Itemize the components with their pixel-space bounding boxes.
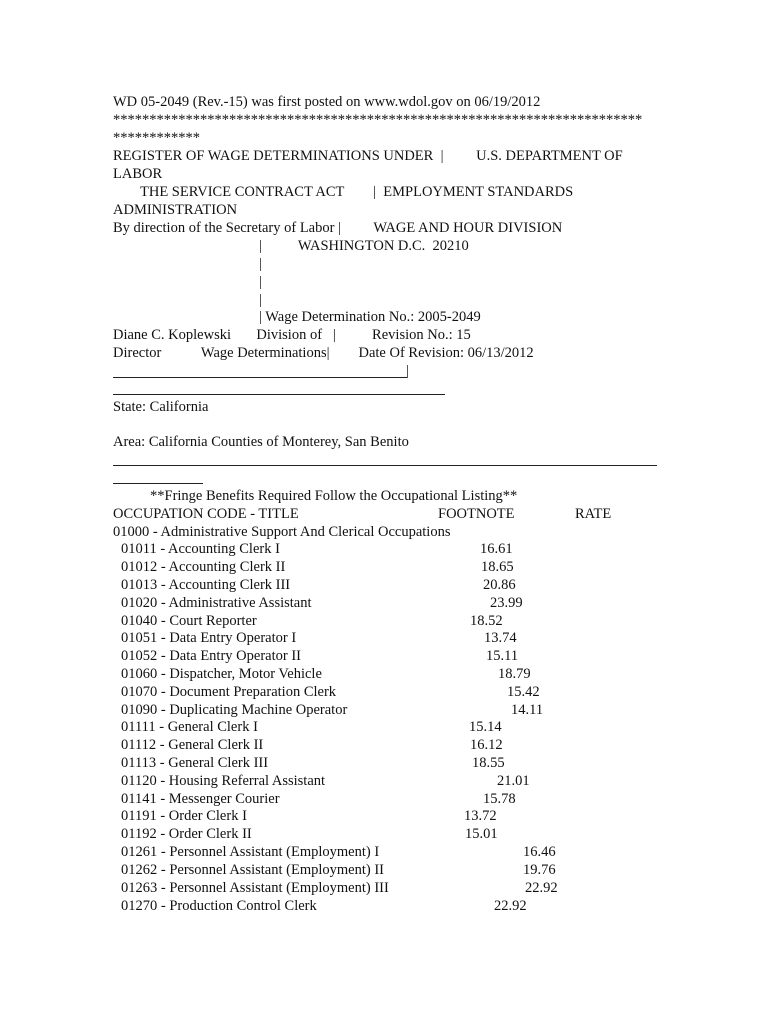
occupation-title: 01191 - Order Clerk I [121, 808, 247, 824]
occupation-rate: 15.11 [486, 648, 519, 664]
occupation-title: 01051 - Data Entry Operator I [121, 630, 297, 646]
occupation-title: 01013 - Accounting Clerk III [121, 577, 291, 593]
direction-line: By direction of the Secretary of Labor | WAGE AND HOUR DIVISION [113, 220, 563, 236]
administration-line: ADMINISTRATION [113, 202, 238, 218]
occupation-rate: 13.74 [484, 630, 517, 646]
occupation-title: 01112 - General Clerk II [121, 737, 264, 753]
occupation-rate: 14.11 [511, 702, 544, 718]
column-header-rate: RATE [575, 506, 612, 522]
occupation-rate: 15.42 [507, 684, 540, 700]
occupation-rate: 22.92 [525, 880, 558, 896]
occupation-rate: 18.55 [472, 755, 505, 771]
occupation-title: 01141 - Messenger Courier [121, 791, 280, 807]
occupation-title: 01020 - Administrative Assistant [121, 595, 312, 611]
occupation-title: 01012 - Accounting Clerk II [121, 559, 286, 575]
underline-pipe: | [406, 363, 409, 379]
pipe-separator: | [259, 292, 262, 308]
occupation-rate: 23.99 [490, 595, 523, 611]
posted-line: WD 05-2049 (Rev.-15) was first posted on www.wdol.gov on 06/19/2012 [113, 94, 541, 110]
occupation-title: 01052 - Data Entry Operator II [121, 648, 301, 664]
occupation-rate: 15.01 [465, 826, 498, 842]
occupation-title: 01261 - Personnel Assistant (Employment) I [121, 844, 380, 860]
underline-rule [113, 377, 407, 378]
column-header-footnote: FOOTNOTE [438, 506, 515, 522]
occupation-rate: 22.92 [494, 898, 527, 914]
pipe-separator: | [259, 256, 262, 272]
occupation-title: 01040 - Court Reporter [121, 613, 257, 629]
director-line: Director Wage Determinations| Date Of Revision: 06/13/2012 [113, 345, 534, 361]
occupation-title: 01070 - Document Preparation Clerk [121, 684, 337, 700]
occupation-title: 01120 - Housing Referral Assistant [121, 773, 326, 789]
asterisk-divider: ************************************************************************* [113, 112, 643, 128]
occupation-rate: 20.86 [483, 577, 516, 593]
occupation-rate: 13.72 [464, 808, 497, 824]
labor-line: LABOR [113, 166, 163, 182]
occupation-title: 01270 - Production Control Clerk [121, 898, 317, 914]
occupation-rate: 16.61 [480, 541, 513, 557]
occupation-title: 01113 - General Clerk III [121, 755, 269, 771]
occupation-group-heading: 01000 - Administrative Support And Clerical Occupations [113, 524, 451, 540]
occupation-title: 01111 - General Clerk I [121, 719, 258, 735]
divider-rule [113, 465, 657, 466]
column-header-code-title: OCCUPATION CODE - TITLE [113, 506, 299, 522]
divider-rule-short [113, 483, 203, 484]
occupation-rate: 21.01 [497, 773, 530, 789]
washington-line: | WASHINGTON D.C. 20210 [259, 238, 469, 254]
occupation-title: 01011 - Accounting Clerk I [121, 541, 280, 557]
occupation-rate: 19.76 [523, 862, 556, 878]
occupation-rate: 18.52 [470, 613, 503, 629]
underline-rule [113, 394, 445, 395]
fringe-benefits-note: **Fringe Benefits Required Follow the Occupational Listing** [150, 488, 518, 504]
register-title: REGISTER OF WAGE DETERMINATIONS UNDER | U.S. DEPARTMENT OF [113, 148, 623, 164]
occupation-rate: 15.14 [469, 719, 502, 735]
occupation-title: 01090 - Duplicating Machine Operator [121, 702, 348, 718]
occupation-title: 01192 - Order Clerk II [121, 826, 252, 842]
occupation-rate: 16.12 [470, 737, 503, 753]
pipe-separator: | [259, 274, 262, 290]
area-line: Area: California Counties of Monterey, San Benito [113, 434, 409, 450]
occupation-title: 01060 - Dispatcher, Motor Vehicle [121, 666, 322, 682]
asterisk-divider-continued: ************ [113, 130, 200, 146]
occupation-title: 01262 - Personnel Assistant (Employment) II [121, 862, 384, 878]
occupation-rate: 18.79 [498, 666, 531, 682]
occupation-rate: 16.46 [523, 844, 556, 860]
occupation-rate: 18.65 [481, 559, 514, 575]
occupation-title: 01263 - Personnel Assistant (Employment) III [121, 880, 389, 896]
occupation-rate: 15.78 [483, 791, 516, 807]
state-line: State: California [113, 399, 209, 415]
sca-line: THE SERVICE CONTRACT ACT | EMPLOYMENT STANDARDS [140, 184, 574, 200]
koplewski-line: Diane C. Koplewski Division of | Revision No.: 15 [113, 327, 471, 343]
wage-determination-number: | Wage Determination No.: 2005-2049 [259, 309, 481, 325]
